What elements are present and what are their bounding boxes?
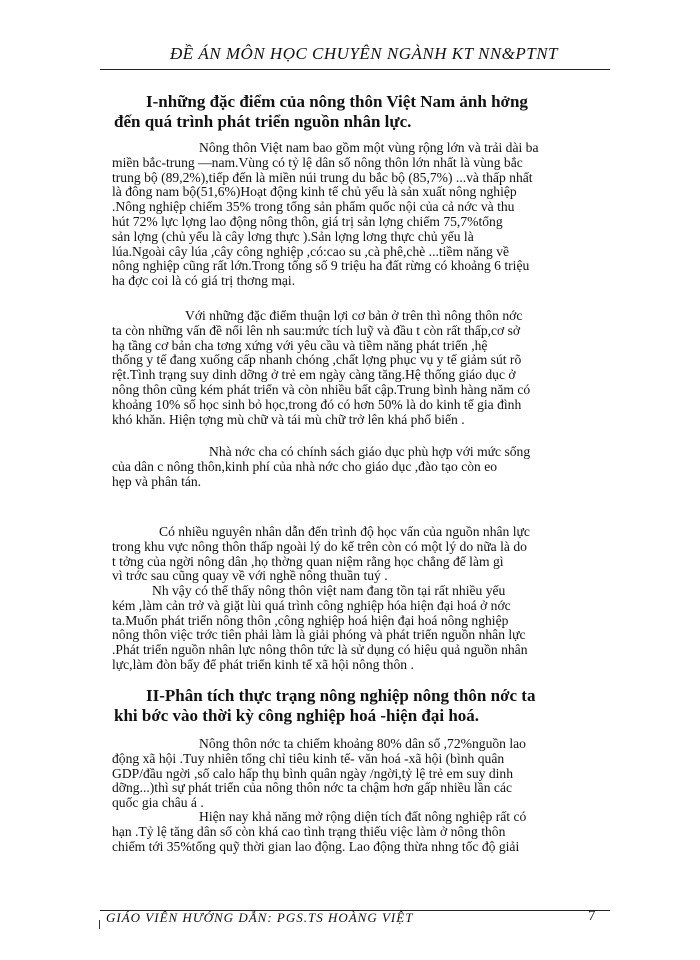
section-1-title bbox=[112, 92, 612, 132]
text-line: ha đợc coi là có giá trị thơng mại. bbox=[112, 274, 296, 289]
text-line: chiếm tới 35%tổng quỹ thời gian lao động. Lao động thừa nhng tốc độ giải bbox=[112, 839, 520, 854]
text-line: hẹp và phân tán. bbox=[112, 474, 202, 489]
text-line: kém ,làm cản trở và giặt lùi quá trình công nghiệp hóa hiện đại hoá ở nớc bbox=[112, 598, 511, 613]
text-line: Có nhiều nguyên nhân dẫn đến trình độ học vấn của nguồn nhân lực bbox=[159, 525, 530, 539]
text-line: dỡng...)thì sự phát triển của nông thôn nớc ta chậm hơn gấp nhiều lần các bbox=[112, 781, 513, 796]
running-header bbox=[100, 42, 610, 70]
section-1-title-line: đến quá trình phát triển nguồn nhân lực. bbox=[114, 112, 412, 131]
section-1-title-line: I-những đặc điểm của nông thôn Việt Nam ảnh hởng bbox=[146, 92, 528, 111]
text-line: ta còn những vấn đề nổi lên nh sau:mức tích luỹ và đầu t còn rất thấp,cơ sở bbox=[112, 323, 521, 338]
section-2-title-line: II-Phân tích thực trạng nông nghiệp nông thôn nớc ta bbox=[146, 686, 536, 705]
text-line: nông nghiệp cũng rất lớn.Trong tổng số 9 triệu ha đất rừng có khoảng 6 triệu bbox=[112, 259, 530, 274]
paragraph bbox=[112, 525, 608, 584]
text-line: trung bộ (89,2%),tiếp đến là miền núi trung du bắc bộ (85,7%) ...và thấp nhất bbox=[112, 170, 533, 185]
paragraph bbox=[112, 141, 608, 289]
text-line: hạ tầng cơ bản cha tơng xứng với yêu cầu và tiềm năng phát triển ,hệ bbox=[112, 338, 488, 353]
text-line: t tởng của ngời nông dân ,họ thờng quan niệm rằng học chẳng để làm gì bbox=[112, 554, 504, 569]
text-line: thống y tế đang xuống cấp nhanh chóng ,chất lợng phục vụ y tế giảm sút rõ bbox=[112, 353, 522, 368]
page-number: 7 bbox=[588, 908, 596, 924]
text-line: miền bắc-trung —nam.Vùng có tỷ lệ dân số nông thôn lớn nhất là vùng bắc bbox=[112, 155, 523, 170]
text-line: hạn .Tỷ lệ tăng dân số còn khá cao tình trạng thiếu việc làm ở nông thôn bbox=[112, 824, 506, 839]
section-2-title-line: khi bớc vào thời kỳ công nghiệp hoá -hiện đại hoá. bbox=[114, 706, 480, 725]
text-line: khó khăn. Hiện tợng mù chữ và tái mù chữ trở lên khá phổ biến . bbox=[112, 412, 465, 427]
paragraph bbox=[112, 584, 608, 673]
text-line: lực,làm đòn bẩy để phát triển kinh tế xã hội nông thôn . bbox=[112, 657, 414, 672]
footer-tick-mark bbox=[99, 920, 100, 929]
paragraph bbox=[112, 810, 608, 854]
text-line: Nh vậy có thể thấy nông thôn việt nam đang tồn tại rất nhiều yếu bbox=[152, 584, 506, 598]
text-line: vì trớc sau cũng quay về với nghề nông thuần tuý . bbox=[112, 569, 388, 584]
text-line: lúa.Ngoài cây lúa ,cây công nghiệp ,có:cao su ,cà phê,chè ...tiềm năng về bbox=[112, 244, 510, 259]
text-line: .Phát triển nguồn nhân lực nông thôn tức là sử dụng có hiệu quả nguồn nhân bbox=[112, 643, 528, 658]
running-header-text: ĐỀ ÁN MÔN HỌC CHUYÊN NGÀNH KT NN&PTNT bbox=[170, 44, 559, 63]
text-line: khoảng 10% số học sinh bỏ học,trong đó có hơn 50% là do kinh tế gia đình bbox=[112, 397, 522, 412]
text-line: Nông thôn nớc ta chiếm khoảng 80% dân số ,72%nguồn lao bbox=[199, 737, 526, 751]
running-footer-text: GIÁO VIÊN HƯỚNG DẪN: PGS.TS HOÀNG VIỆT bbox=[106, 910, 414, 925]
text-line: GDP/đầu ngời ,số calo hấp thụ bình quân ngày /ngời,tỷ lệ trẻ em suy dinh bbox=[112, 766, 513, 781]
paragraph bbox=[112, 445, 608, 489]
running-footer bbox=[100, 908, 480, 926]
text-line: Nhà nớc cha có chính sách giáo dục phù hợp với mức sống bbox=[209, 445, 531, 459]
text-line: ta.Muốn phát triển nông thôn ,công nghiệp hoá hiện đại hoá nông nghiệp bbox=[112, 613, 509, 628]
text-line: là đông nam bộ(51,6%)Hoạt động kinh tế chủ yếu là sản xuất nông nghiệp bbox=[112, 185, 517, 200]
text-line: .Nông nghiệp chiếm 35% trong tổng sản phẩm quốc nội của cả nớc và thu bbox=[112, 200, 515, 215]
paragraph bbox=[112, 309, 608, 427]
paragraph bbox=[112, 737, 608, 811]
text-line: nông thôn cũng kém phát triển và còn nhiều bất cập.Trung bình hàng năm có bbox=[112, 382, 531, 397]
header-rule bbox=[100, 69, 610, 70]
text-line: Hiện nay khả năng mở rộng diện tích đất nông nghiệp rất có bbox=[199, 810, 527, 824]
text-line: Nông thôn Việt nam bao gồm một vùng rộng lớn và trải dài ba bbox=[199, 141, 539, 155]
section-2-title bbox=[112, 686, 612, 726]
text-line: hút 72% lực lợng lao động nông thôn, giá trị sản lợng chiếm 75,7%tổng bbox=[112, 214, 503, 229]
text-line: quốc gia châu á . bbox=[112, 796, 204, 811]
text-line: trong khu vực nông thôn thấp ngoài lý do kể trên còn có một lý do nữa là do bbox=[112, 539, 527, 554]
text-line: của dân c nông thôn,kinh phí của nhà nớc cho giáo dục ,đào tạo còn eo bbox=[112, 459, 498, 474]
text-line: động xã hội .Tuy nhiên tổng chỉ tiêu kinh tế- văn hoá -xã hội (bình quân bbox=[112, 751, 505, 766]
text-line: sản lợng (chủ yếu là cây lơng thực ).Sản lợng lơng thực chủ yếu là bbox=[112, 229, 474, 244]
text-line: Với những đặc điểm thuận lợi cơ bản ở trên thì nông thôn nớc bbox=[185, 309, 523, 323]
text-line: rệt.Tình trạng suy dinh dỡng ở trẻ em ngày càng tăng.Hệ thống giáo dục ở bbox=[112, 368, 516, 383]
text-line: nông thôn việc trớc tiên phải làm là giải phóng và phát triển nguồn nhân lực bbox=[112, 628, 526, 643]
